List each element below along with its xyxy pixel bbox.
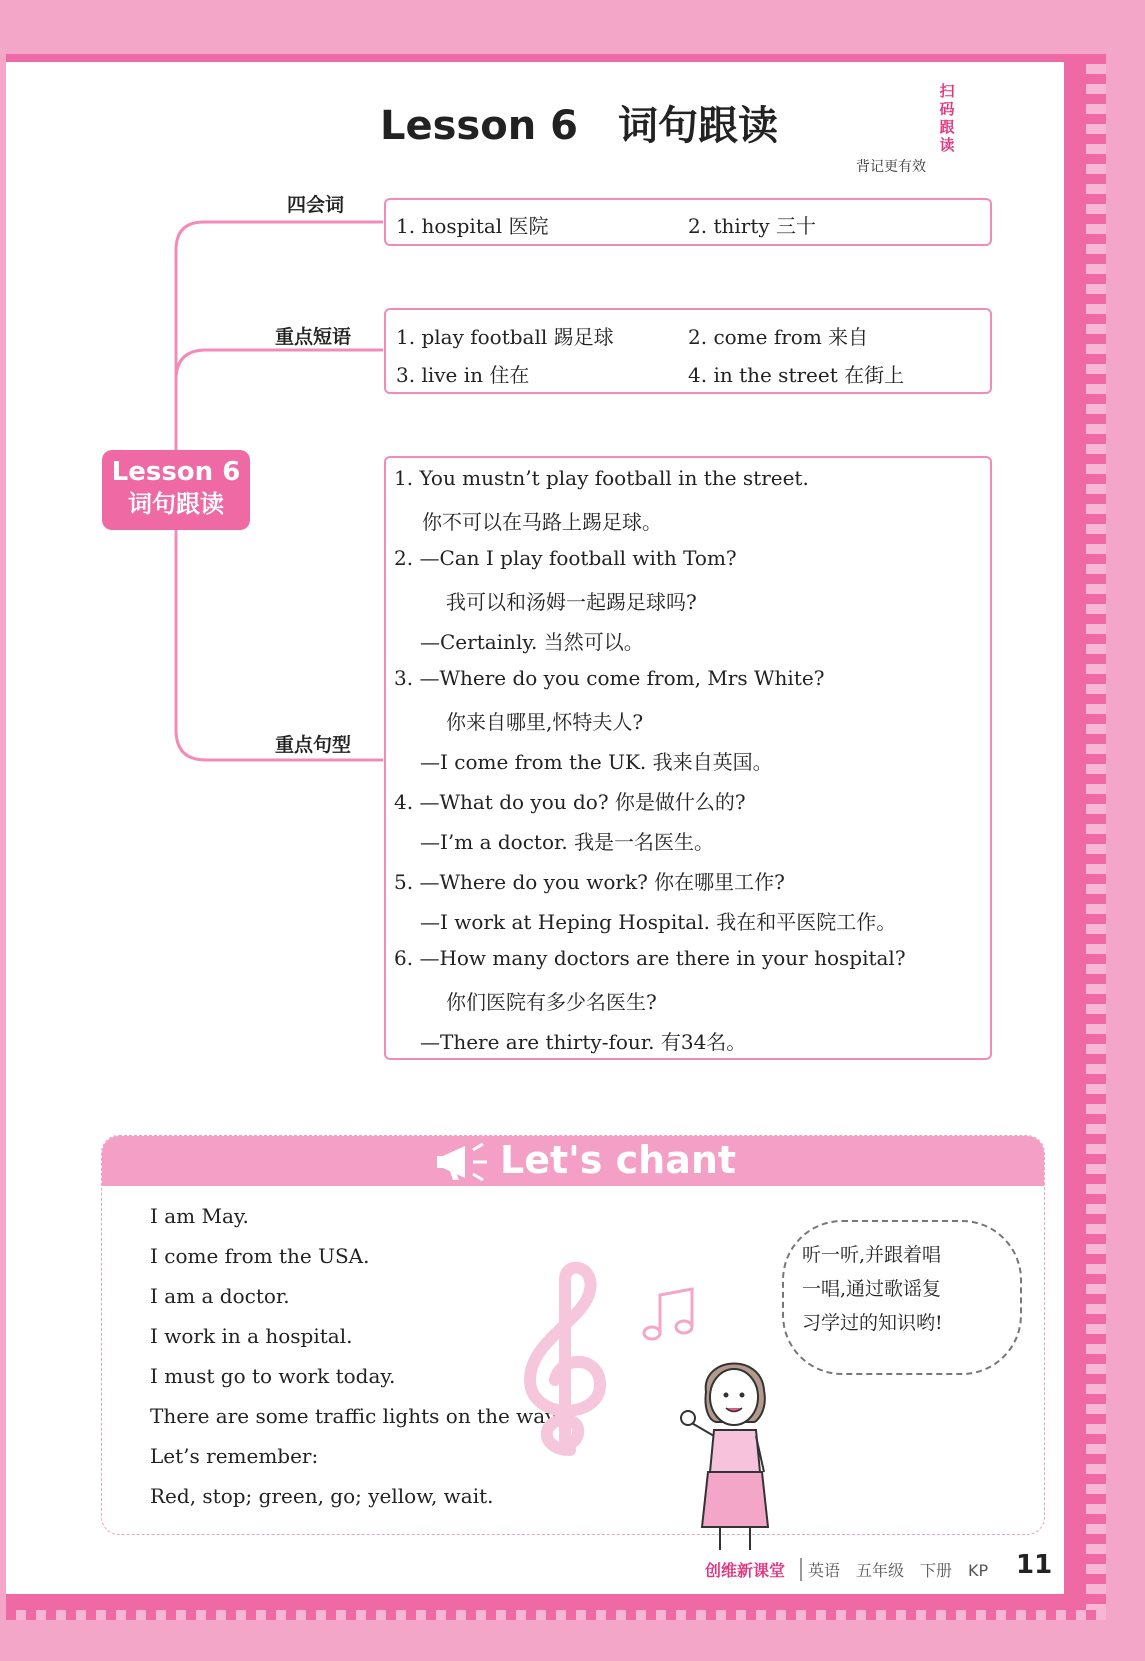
connector-sentences bbox=[176, 530, 383, 760]
wavy-border-bottom bbox=[6, 1610, 1106, 1620]
footer-info: 英语 五年级 下册 KP bbox=[800, 1558, 988, 1581]
sentence-line: 3. —Where do you come from, Mrs White? bbox=[394, 666, 825, 690]
sentence-line: 4. —What do you do? 你是做什么的? bbox=[394, 790, 746, 814]
chant-line: I come from the USA. bbox=[150, 1244, 370, 1268]
sentence-line: 我可以和汤姆一起踢足球吗? bbox=[446, 590, 697, 614]
lesson-badge-title: Lesson 6 bbox=[111, 457, 241, 487]
sentence-line: —I work at Heping Hospital. 我在和平医院工作。 bbox=[420, 910, 897, 934]
scan-char: 码 bbox=[939, 100, 955, 118]
page-number: 11 bbox=[1016, 1550, 1053, 1580]
chant-line: I am May. bbox=[150, 1204, 249, 1228]
bubble-line: 一唱,通过歌谣复 bbox=[802, 1278, 942, 1300]
sentence-line: 你不可以在马路上踢足球。 bbox=[422, 510, 662, 534]
footer-brand: 创维新课堂 bbox=[705, 1561, 786, 1580]
word-item: 2. thirty 三十 bbox=[688, 214, 817, 238]
page-title: Lesson 6 词句跟读 bbox=[380, 103, 778, 149]
megaphone-icon[interactable] bbox=[435, 1140, 495, 1184]
chant-title: Let's chant bbox=[500, 1138, 737, 1182]
chant-line: Let’s remember: bbox=[150, 1444, 319, 1468]
sentence-line: 2. —Can I play football with Tom? bbox=[394, 546, 737, 570]
phrases-label: 重点短语 bbox=[275, 326, 352, 348]
speech-bubble bbox=[782, 1220, 1022, 1375]
sentences-label: 重点句型 bbox=[275, 734, 352, 756]
bubble-line: 习学过的知识哟! bbox=[802, 1312, 943, 1334]
phrase-item: 1. play football 踢足球 bbox=[396, 325, 614, 349]
sentence-line: —I’m a doctor. 我是一名医生。 bbox=[420, 830, 715, 854]
girl-illustration bbox=[676, 1352, 796, 1552]
chant-line: I work in a hospital. bbox=[150, 1324, 353, 1348]
sentence-line: 5. —Where do you work? 你在哪里工作? bbox=[394, 870, 785, 894]
sentence-line: —There are thirty-four. 有34名。 bbox=[420, 1030, 747, 1054]
scan-char: 扫 bbox=[939, 82, 955, 100]
chant-line: I am a doctor. bbox=[150, 1284, 290, 1308]
sentence-line: 你来自哪里,怀特夫人? bbox=[446, 710, 644, 734]
scan-char: 跟 bbox=[939, 118, 955, 136]
phrases-box bbox=[384, 308, 992, 394]
lesson-badge bbox=[102, 450, 250, 530]
phrase-item: 4. in the street 在街上 bbox=[688, 363, 905, 387]
word-item: 1. hospital 医院 bbox=[396, 214, 549, 238]
sentence-line: —Certainly. 当然可以。 bbox=[420, 630, 644, 654]
sentence-line: 6. —How many doctors are there in your hospital? bbox=[394, 946, 906, 970]
music-note-icon bbox=[640, 1285, 700, 1345]
sentence-line: 你们医院有多少名医生? bbox=[446, 990, 657, 1014]
treble-clef-icon bbox=[510, 1260, 620, 1460]
chant-line: I must go to work today. bbox=[150, 1364, 396, 1388]
page bbox=[0, 40, 1145, 1661]
words-box bbox=[384, 198, 992, 246]
scan-subtitle: 背记更有效 bbox=[856, 159, 926, 175]
bubble-line: 听一听,并跟着唱 bbox=[802, 1244, 942, 1266]
words-label: 四会词 bbox=[287, 194, 345, 216]
sentence-line: 1. You mustn’t play football in the street. bbox=[394, 466, 809, 490]
scan-char: 读 bbox=[939, 136, 955, 154]
sentence-line: —I come from the UK. 我来自英国。 bbox=[420, 750, 773, 774]
chant-line: Red, stop; green, go; yellow, wait. bbox=[150, 1484, 494, 1508]
chant-header bbox=[102, 1136, 1044, 1186]
chant-line: There are some traffic lights on the way. bbox=[150, 1404, 561, 1428]
connector-phrases bbox=[176, 350, 383, 380]
lesson-badge-subtitle: 词句跟读 bbox=[128, 490, 224, 518]
phrase-item: 2. come from 来自 bbox=[688, 325, 869, 349]
phrase-item: 3. live in 住在 bbox=[396, 363, 530, 387]
